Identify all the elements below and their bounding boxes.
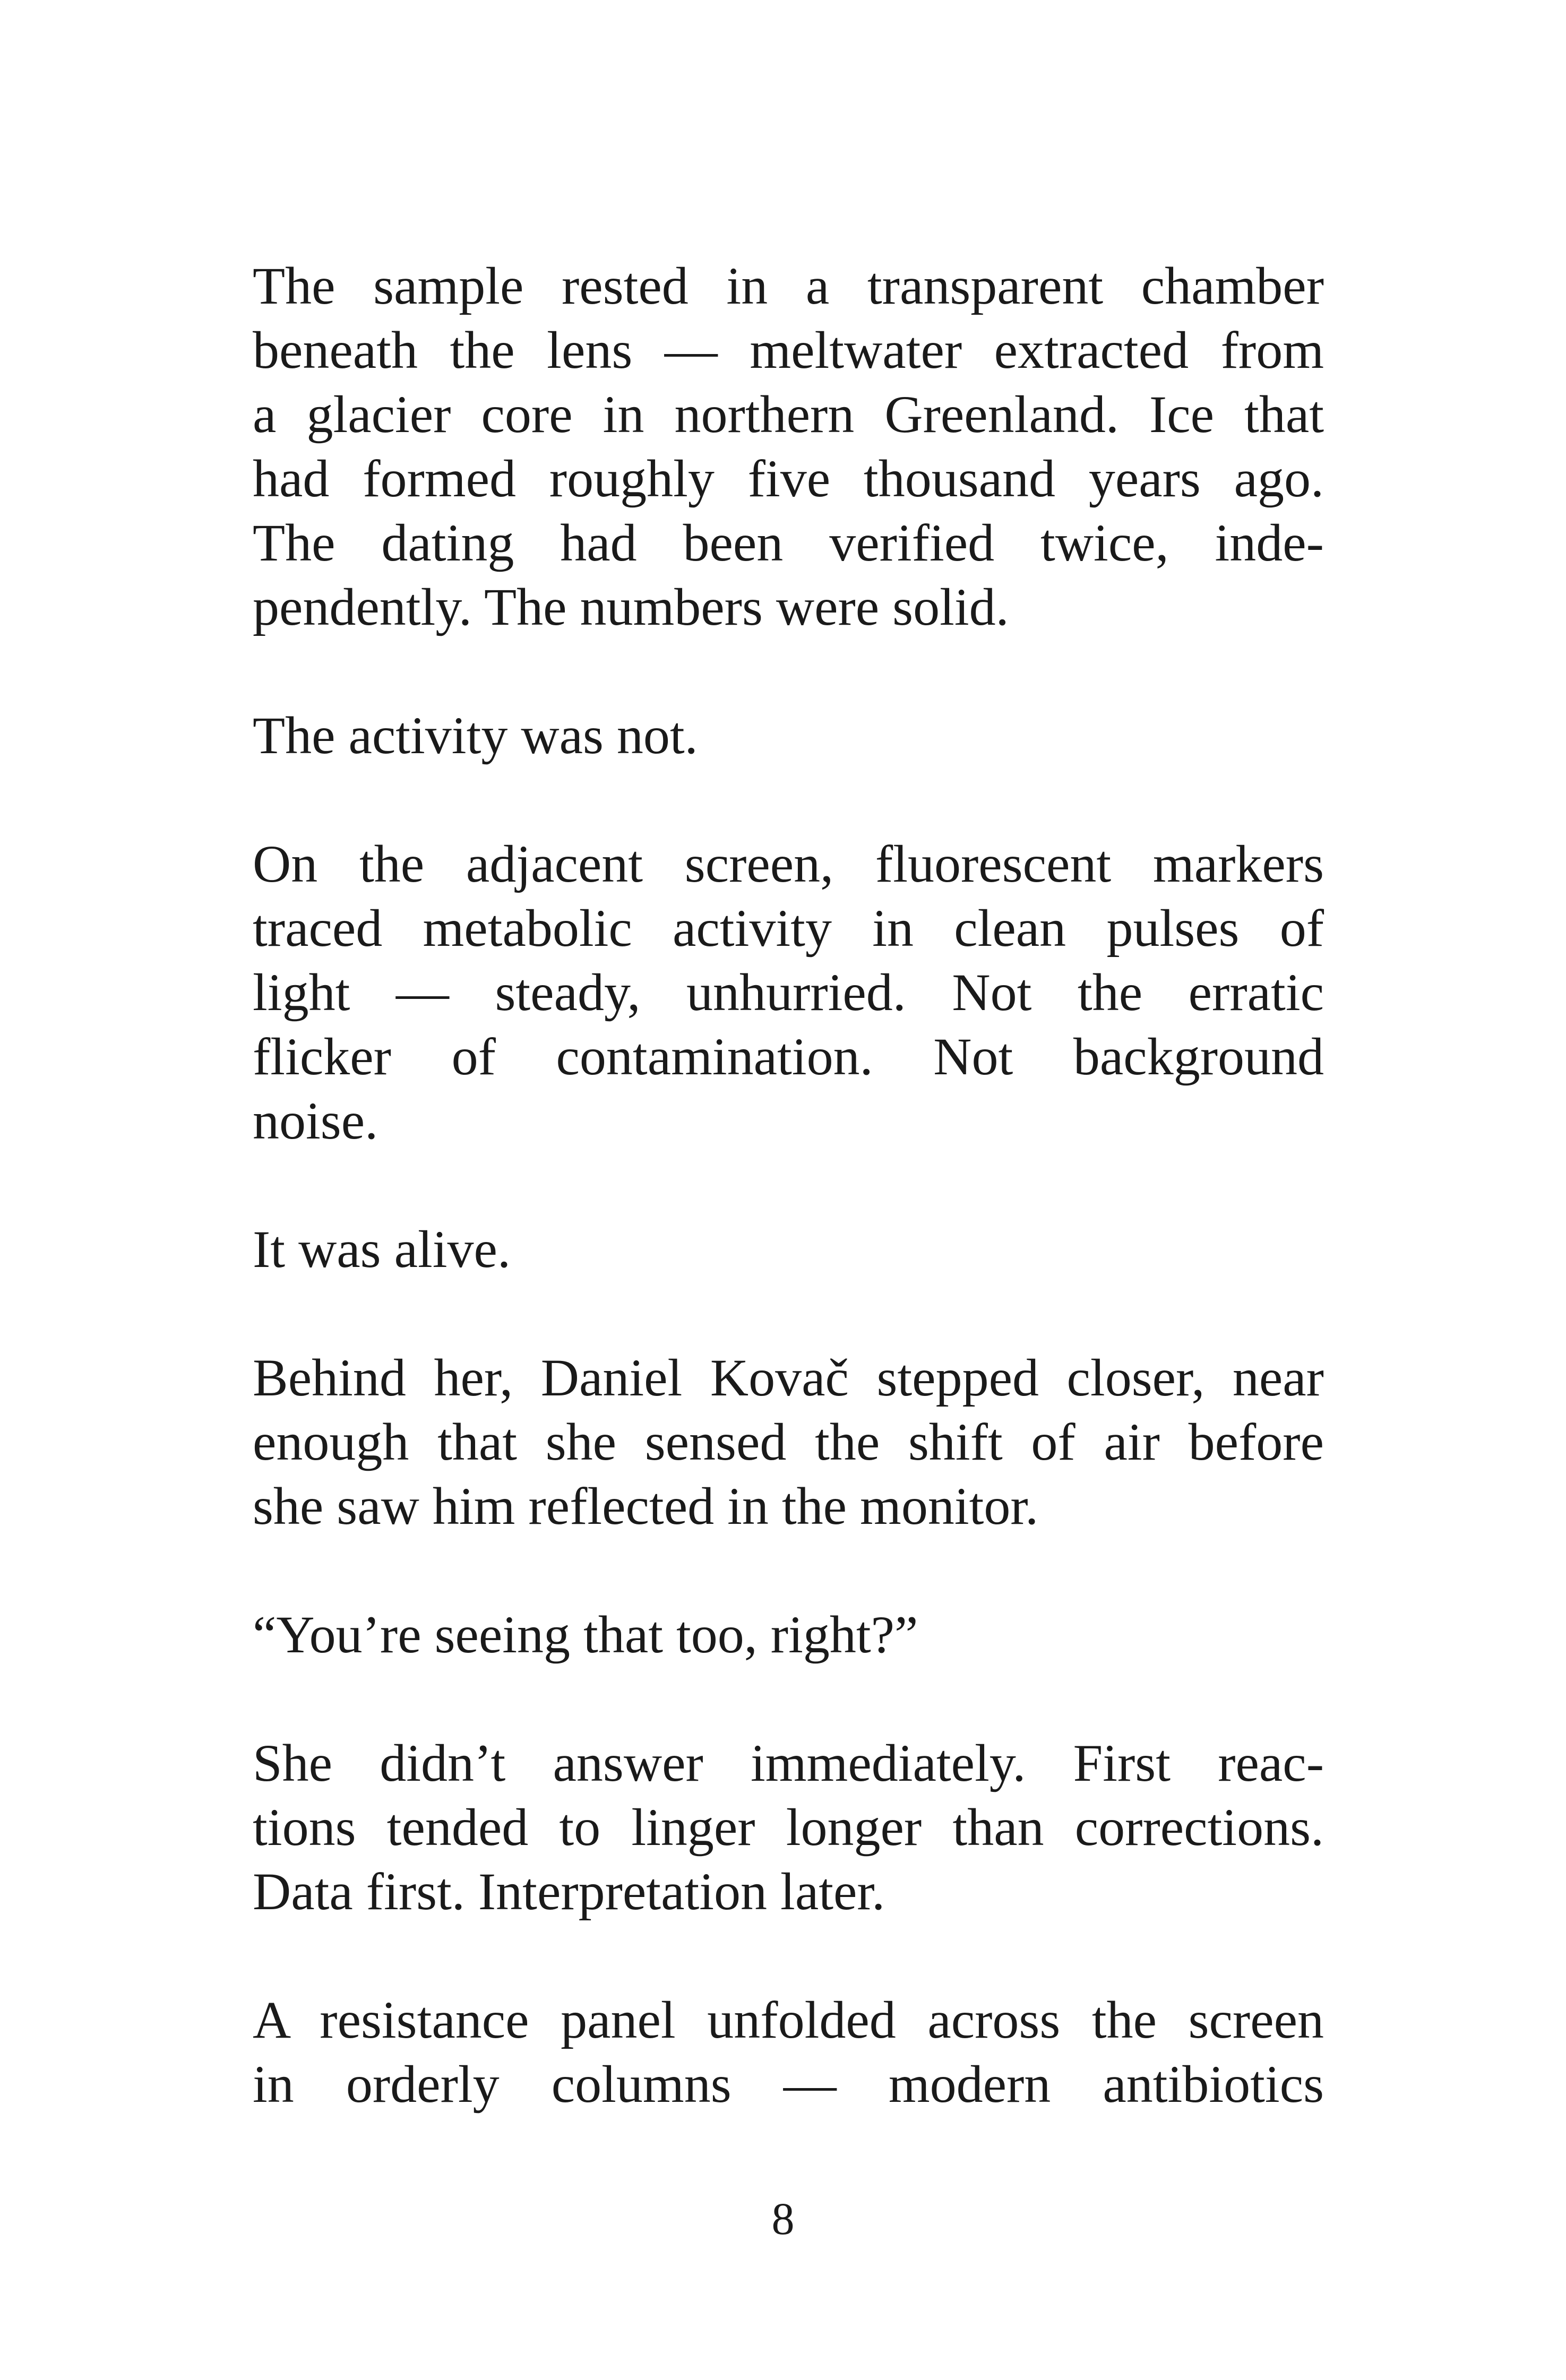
body-text (253, 254, 1324, 2180)
text-line: tions tended to linger longer than corrections. (253, 1798, 1324, 1857)
text-line: Data first. Interpretation later. (253, 1862, 885, 1921)
text-line: “You’re seeing that too, right?” (253, 1605, 918, 1664)
text-line: flicker of contamination. Not background (253, 1027, 1324, 1086)
text-line: It was alive. (253, 1220, 511, 1279)
paragraph (253, 1346, 1324, 1538)
text-line: had formed roughly five thousand years ago. (253, 449, 1324, 508)
text-line: she saw him reflected in the monitor. (253, 1477, 1039, 1536)
text-line: The dating had been verified twice, inde- (253, 513, 1324, 572)
text-line: A resistance panel unfolded across the screen (253, 1990, 1324, 2049)
text-line: traced metabolic activity in clean pulses of (253, 899, 1324, 958)
paragraph (253, 832, 1324, 1153)
text-line: beneath the lens — meltwater extracted from (253, 321, 1324, 380)
text-line: She didn’t answer immediately. First reac- (253, 1734, 1324, 1792)
paragraph (253, 1988, 1324, 2116)
paragraph (253, 254, 1324, 639)
text-line: a glacier core in northern Greenland. Ice that (253, 385, 1324, 444)
text-line: enough that she sensed the shift of air before (253, 1412, 1324, 1471)
text-line: The sample rested in a transparent chamber (253, 256, 1324, 315)
paragraph (253, 1217, 1324, 1281)
paragraph (253, 1602, 1324, 1667)
paragraph (253, 1731, 1324, 1924)
text-line: in orderly columns — modern antibiotics (253, 2055, 1324, 2114)
text-line: The activity was not. (253, 706, 698, 765)
page-number: 8 (771, 2193, 795, 2244)
text-line: pendently. The numbers were solid. (253, 577, 1009, 636)
text-line: Behind her, Daniel Kovač stepped closer, near (253, 1348, 1324, 1407)
text-line: noise. (253, 1091, 378, 1150)
paragraph (253, 703, 1324, 768)
text-line: light — steady, unhurried. Not the erratic (253, 963, 1324, 1022)
text-line: On the adjacent screen, fluorescent markers (253, 834, 1324, 893)
